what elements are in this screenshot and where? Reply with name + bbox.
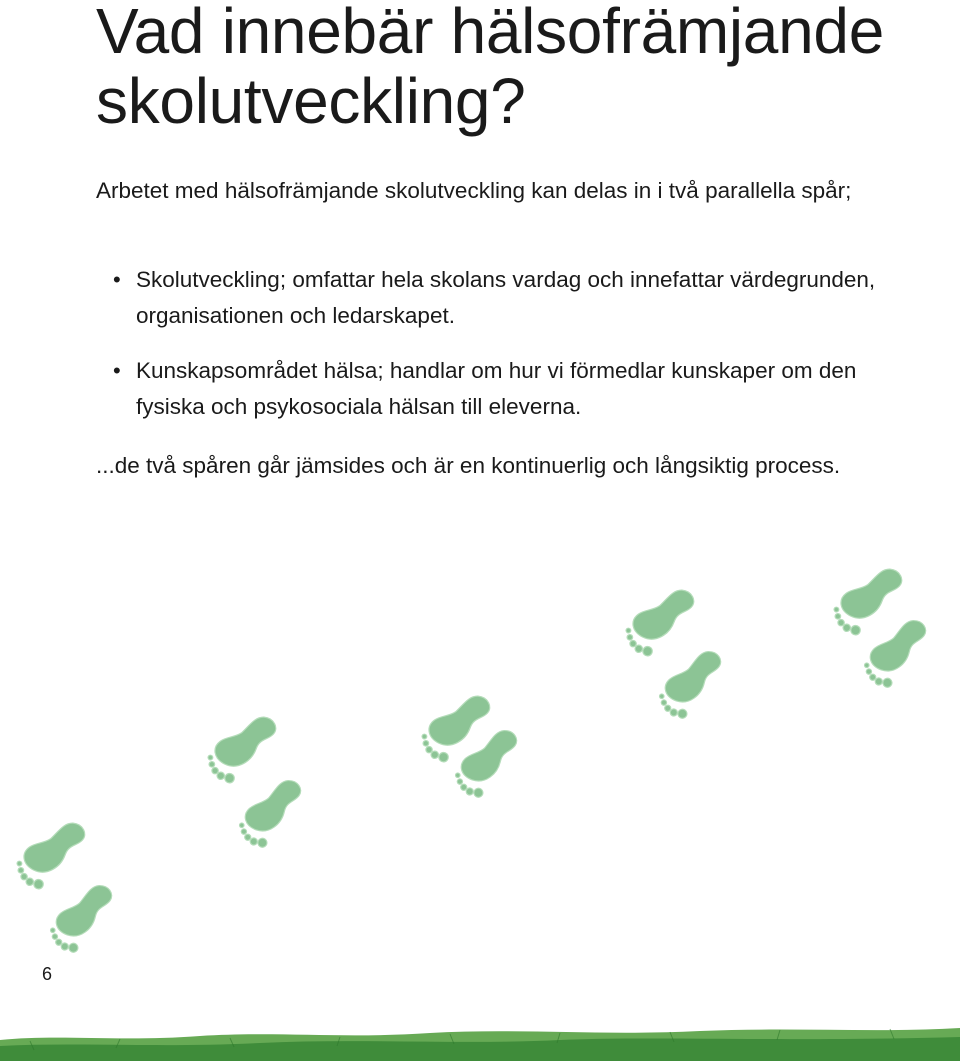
bullet-text: Skolutveckling; omfattar hela skolans vardag och innefattar värdegrunden, organisationen och ledarskapet. [136,267,876,328]
page-number: 6 [42,964,53,984]
footprint [233,769,305,851]
footprint [10,810,90,893]
closing-paragraph: ...de två spåren går jämsides och är en kontinuerlig och långsiktig process. [96,453,841,478]
page-title: Vad innebär hälsofrämjande skolutveckling? [96,0,884,137]
bullet-marker: • [113,358,121,383]
footprint [449,719,521,801]
footprint [201,704,281,787]
intro-paragraph: Arbetet med hälsofrämjande skolutveckling kan delas in i två parallella spår; [96,178,852,203]
footprint [44,874,116,956]
footprint [653,640,725,722]
grass-border [0,1018,960,1061]
footprint [619,577,699,660]
footprint [858,609,930,691]
footprint [827,556,907,639]
bullet-item-kunskapsomradet [96,353,876,425]
footprint [415,683,495,766]
bullet-list [96,262,876,444]
bullet-item-skolutveckling [96,262,876,334]
bullet-text: Kunskapsområdet hälsa; handlar om hur vi förmedlar kunskaper om den fysiska och psykosociala hälsan till eleverna. [136,358,857,419]
bullet-marker: • [113,267,121,292]
